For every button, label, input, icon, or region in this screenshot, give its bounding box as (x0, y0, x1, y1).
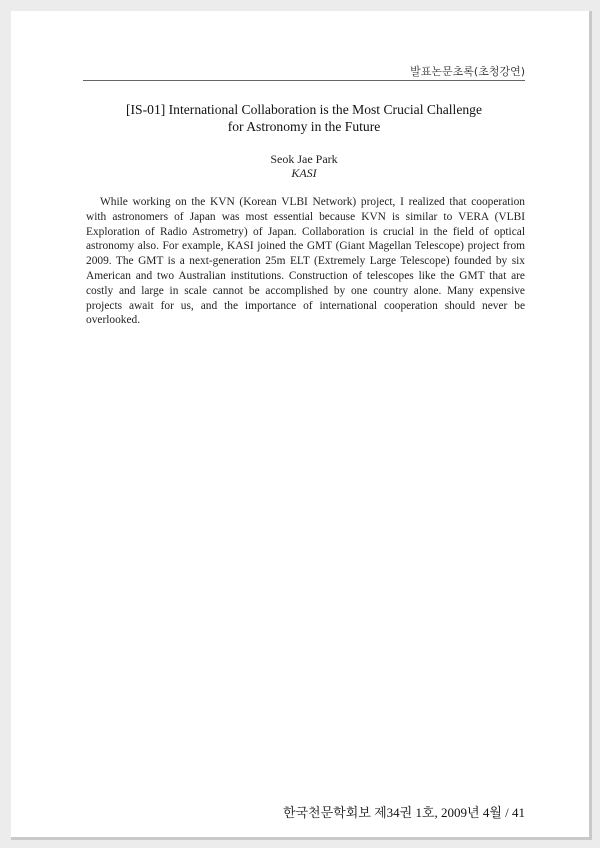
paper-title (71, 101, 537, 135)
journal-footer: 한국천문학회보 제34권 1호, 2009년 4월 / 41 (282, 805, 525, 820)
section-header-label: 발표논문초록(초청강연) (410, 65, 525, 78)
author-name: Seok Jae Park (270, 152, 338, 166)
document-page (11, 11, 592, 840)
header-divider (83, 80, 525, 81)
paper-title-line-1: [IS-01] International Collaboration is the Most Crucial Challenge (126, 102, 482, 117)
paper-title-line-2: for Astronomy in the Future (227, 119, 381, 134)
author-affiliation: KASI (291, 166, 317, 180)
abstract-paragraph: While working on the KVN (Korean VLBI Network) project, I realized that cooperation with astronomers of Japan was most essential because KVN is similar to VERA (VLBI Exploration of Radio Astrometry) of Japan. Collaboration is crucial in the field of optical astronomy also. For example, KASI joined the GMT (Giant Magellan Telescope) project from 2009. The GMT is a next-generation 25m ELT (Extremely Large Telescope) founded by six American and two Australian institutions. Construction of telescopes like the GMT that are costly and large in scale cannot be accomplished by one country alone. Many expensive projects await for us, and the importance of international cooperation should never be overlooked. (86, 196, 525, 327)
